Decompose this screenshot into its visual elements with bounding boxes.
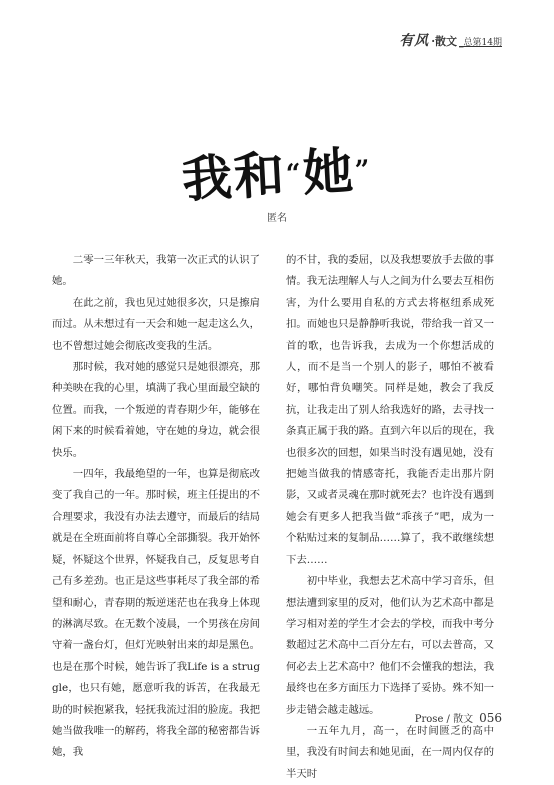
- running-header: [399, 30, 502, 50]
- title-her: 她: [301, 140, 357, 203]
- author-byline: 匿名: [267, 213, 287, 224]
- page-number: 056: [479, 711, 502, 725]
- paragraph: 一五年九月，高一，在时间匮乏的高中里，我没有时间去和她见面，在一周内仅存的半天时: [286, 724, 494, 780]
- footer-label: Prose / 散文: [414, 714, 474, 725]
- right-column: [286, 250, 494, 785]
- article-title-block: [0, 140, 554, 210]
- paragraph: 一四年，我最绝望的一年，也算是彻底改变了我自己的一年。那时候，班主任提出的不合理要求，我没有办法去遵守，而最后的结局就是在全班面前将自尊心全部撕裂。我开始怀疑，怀疑这个世界，怀疑我自己，反复思考自己有多差劲。也正是这些事耗尽了我全部的希望和耐心，青春期的叛逆迷茫也在我身上体现的淋漓尽致。在无数个凌晨，一个男孩在房间守着一盏台灯，但灯光映射出来的却是黑色。也是在那个时候，她告诉了我Life is a struggle，也只有她，愿意听我的诉苦，在我最无助的时候抱紧我，轻抚我流过泪的脸庞。我把她当做我唯一的解药，将我全部的秘密都告诉她，我: [52, 468, 260, 759]
- paragraph: 在此之前，我也见过她很多次，只是擦肩而过。从未想过有一天会和她一起走这么久，也不曾想过她会彻底改变我的生活。: [52, 296, 260, 352]
- title-quote-open: “: [285, 158, 304, 190]
- issue-number: _总第14期: [459, 38, 502, 48]
- paragraph: 的不甘，我的委屈，以及我想要放手去做的事情。我无法理解人与人之间为什么要去互相伤害，为什么要用自私的方式去将枢纽系成死扣。而她也只是静静听我说，带给我一首又一首的歌，也告诉我，去成为一个你想活成的人，而不是当一个别人的影子，哪怕不被看好，哪怕背负嘲笑。同样是她，教会了我反抗，让我走出了别人给我选好的路，去寻找一条真正属于我的路。直到六年以后的现在，我也很多次的回想，如果当时没有遇见她，没有把她当做我的情感寄托，我能否走出那片阴影，又或者灵魂在那时就死去？也许没有遇到她会有更多人把我当做“乖孩子”吧，成为一个粘贴过来的复制品……算了，我不敢继续想下去……: [286, 254, 494, 566]
- paragraph: 初中毕业，我想去艺术高中学习音乐，但想法遭到家里的反对，他们认为艺术高中都是学习相对差的学生才会去的学校，而我中考分数超过艺术高中二百分左右，可以去普高，又何必去上艺术高中？他们不会懂我的想法，我最终也在多方面压力下选择了妥协。殊不知一步走错会越走越远。: [286, 575, 494, 716]
- title-main: 我和: [180, 144, 288, 209]
- left-column: [52, 250, 260, 764]
- paragraph: 二零一三年秋天，我第一次正式的认识了她。: [52, 254, 260, 288]
- magazine-brand: 有风: [399, 33, 430, 49]
- section-name: ·散文: [431, 35, 458, 48]
- title-quote-close: ”: [354, 155, 373, 186]
- article-title: [180, 135, 373, 215]
- page-footer: [415, 710, 502, 725]
- paragraph: 那时候，我对她的感觉只是她很漂亮，那种美映在我的心里，填满了我心里面最空缺的位置。而我，一个叛逆的青春期少年，能够在闲下来的时候看着她，守在她的身边，就会很快乐。: [52, 361, 260, 459]
